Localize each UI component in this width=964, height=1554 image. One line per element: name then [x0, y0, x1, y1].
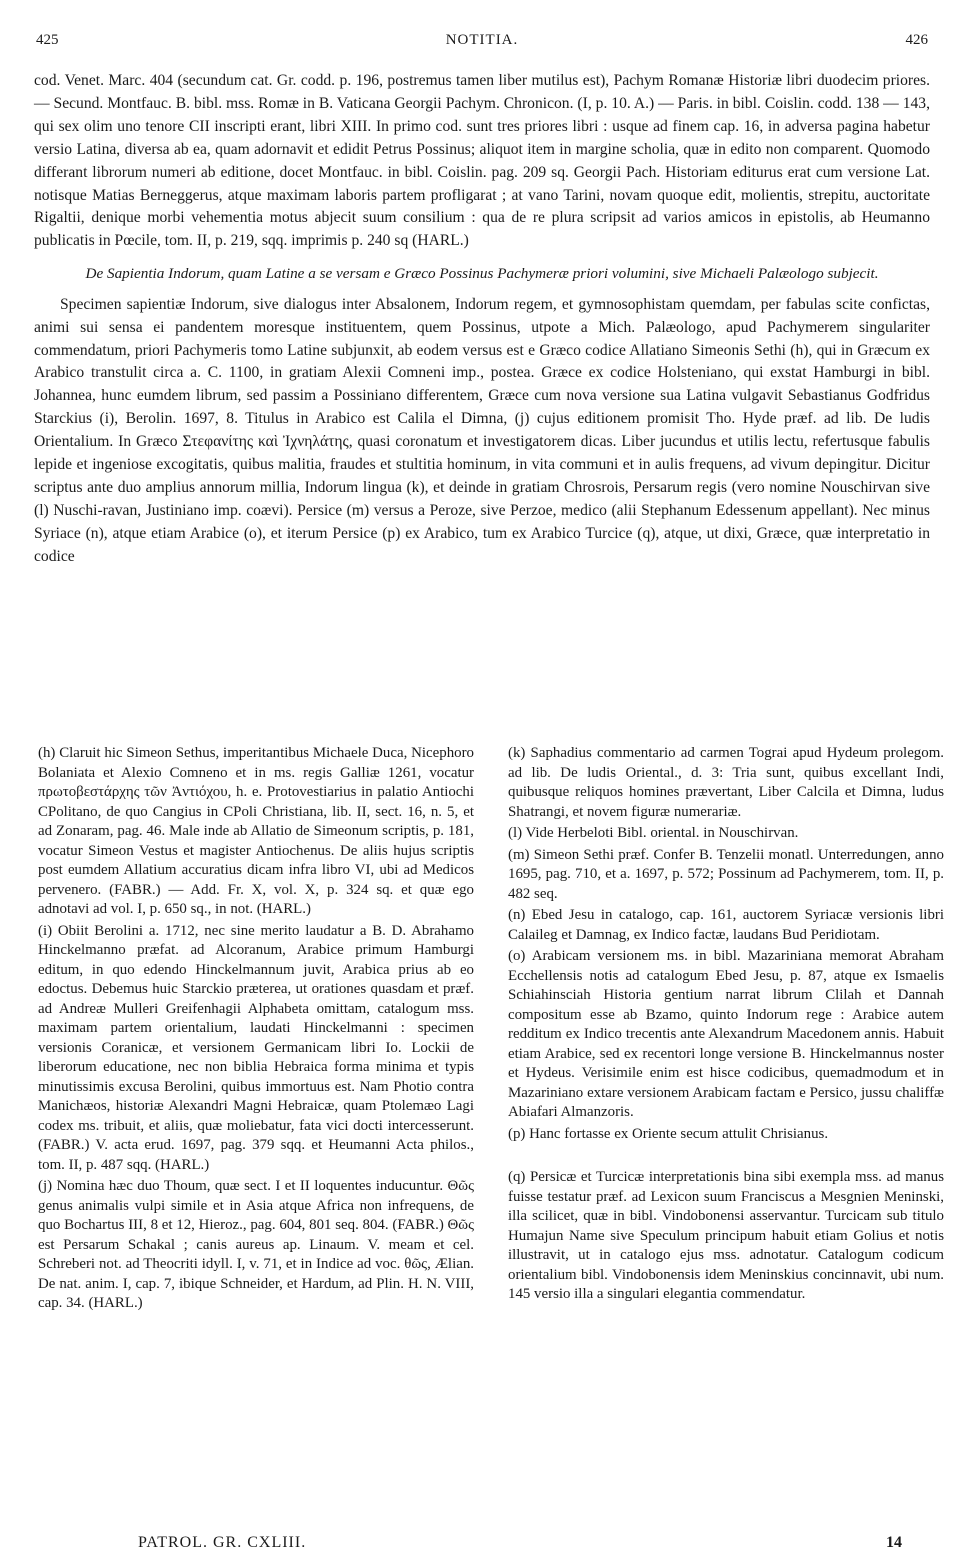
footnotes-left-column: [38, 744, 474, 1314]
sheet-number: 14: [886, 1534, 902, 1551]
footnote-h: (h) Claruit hic Simeon Sethus, imperitantibus Michaele Duca, Nicephoro Bolaniata et Alexio Comneno et in ms. regis Galliæ 1261, vocatur πρωτοβεστάρχης τῶν Ἀντιόχου, h. e. Protovestiarius in palatio Antiochi CPolitano, de quo Cangius in CPoli Christiana, lib. II, sect. 16, n. 5, et ad Zonaram, pag. 46. Male inde ab Allatio de Simeonum scriptis, p. 181, vocatur Simeon Vestus et magister Antiochenus. De aliis hujus scriptis post eumdem Allatium accuratius dicam infra libro VI, ubi ad Medicos pervenero. (FABR.) — Add. Fr. X, vol. X, p. 324 sq. et quæ ego adnotavi ad vol. I, p. 650 sq., in not. (HARL.): [38, 745, 474, 917]
footnote-o: (o) Arabicam versionem ms. in bibl. Mazariniana memorat Abraham Ecchellensis notis ad catalogum Ebed Jesu, p. 87, atque ex Ismaelis Schiahinsciah Historia gentium narrat librum Clilah et Dannah compositum esse ab Bzamo, quinto Indorum rege : Arabice autem redditum ex Indico trecentis ante Alexandrum Macedonem annis. Habuit etiam Arabice, sed ex recentori longe versione B. Hinckelmannus noster et Hydeus. Verisimile enim est hisce codicibus, quemadmodum et in Mazariniano extare versionem Arabicam factam e Persico, jussu chaliffæ Abiafari Almanzoris.: [508, 948, 944, 1120]
footnote-i: (i) Obiit Berolini a. 1712, nec sine merito laudatur a B. D. Abrahamo Hinckelmanno præfat. ad Alcoranum, Arabice primum Hamburgi editum, in quo edendo Hinckelmannum juvit, Arabica prius ab eo edoctus. Debemus huic Starckio præterea, ut orationes quasdam et præf. ad Andreæ Mulleri Greifenhagii Alphabeta omittam, catalogum mss. maximam partem orientalium, laudati Hinckelmanni : specimen versionis Coranicæ, et versionem Germanicam libri Io. Lockii de liberorum educatione, nec non biblia Hebraica forma minima et typis minutissimis excusa Berolini, quibus immortuus est. Nam Photio contra Manichæos, historiæ Alexandri Magni Hebraicæ, quam Ptolemæo Lagi codex ms. tribuit, et aliis, quæ moliebatur, fata vici docti intercesserunt. (FABR.) V. acta erud. 1697, pag. 379 sqq. et Heumanni Acta philos., tom. II, p. 487 sqq. (HARL.): [38, 922, 474, 1173]
footnote-l: (l) Vide Herbeloti Bibl. oriental. in Nouschirvan.: [508, 825, 799, 841]
footnote-q: (q) Persicæ et Turcicæ interpretationis bina sibi exempla mss. ad manus fuisse testatur præf. ad Lexicon suum Franciscus a Mesgnien Meninski, illa scilicet, quæ in bibl. Vindobonensi asservantur. Turcicam sub titulo Humajun Name sive Speculum principum habuit etiam Golius et notis illustravit, ut in catalogo ejus mss. adnotatur. Catalogum codicum orientalium bibl. Vindobonensis idem Meninskius concinnavit, ubi num. 145 versio illa a singulari elegantia commendatur.: [508, 1169, 944, 1302]
intro-paragraph: cod. Venet. Marc. 404 (secundum cat. Gr. codd. p. 196, postremus tamen liber mutilus est), Pachym Romanæ Historiæ libri duodecim priores. — Secund. Montfauc. B. bibl. mss. Romæ in B. Vaticana Georgii Pachym. Chronicon. (I, p. 10. A.) — Paris. in bibl. Coislin. codd. 138 — 143, qui sex olim uno tenore CII inscripti erant, libri XIII. In primo cod. sunt tres priores libri : usque ad finem cap. 16, in adversa pagina habetur versio Latina, diversa ab ea, quam adornavit et edidit Petrus Possinus; aliquot item in margine scholia, quæ in edito non comparent. Quomodo differant librorum numeri ab editione, docet Montfauc. in bibl. Coislin. pag. 209 sq. Georgii Pach. Historiam editurus erat cum versione Lat. notisque Matias Berneggerus, atque maximam laboris partem profligarat ; at vano Tarini, novam quoque edit, molientis, strepitu, auctoritate Rigaltii, denique morbi vehementia motus abjecit suum consilium : qua de re plura scripsit ad varios amicos in epistolis, ab Heumanno publicatis in Pœcile, tom. II, p. 219, sqq. imprimis p. 240 sq (HARL.): [34, 72, 930, 250]
running-title: NOTITIA.: [445, 32, 519, 48]
footnote-m: (m) Simeon Sethi præf. Confer B. Tenzelii monatl. Unterredungen, anno 1695, pag. 710, et a. 1697, p. 572; Possinum ad Pachymerem, tom. II, p. 482 seq.: [508, 846, 944, 902]
page-number-left: 425: [36, 32, 59, 48]
footnote-n: (n) Ebed Jesu in catalogo, cap. 161, auctorem Syriacæ versionis libri Calaileg et Damnag, ex Indico factæ, laudans Bud Peridiotam.: [508, 907, 944, 943]
body-paragraph: Specimen sapientiæ Indorum, sive dialogus inter Absalonem, Indorum regem, et gymnosophistam quemdam, per fabulas scite confictas, animi sui sensa ei pandentem moresque instituentem, quem Possinus, utpote a Mich. Palæologo, apud Pachymerem singulariter commendatum, priori Pachymeris tomo Latine subjunxit, ab eodem versus est e Græco codice Allatiano Simeonis Sethi (h), qui in Græcum ex Arabico transtulit circa a. C. 1100, in gratiam Alexii Comneni imp., postea. Græce ex codice Holsteniano, qui exstat Hamburgi in bibl. Johannea, hunc eumdem librum, sed passim a Possiniano differentem, Græce cum nova versione sua Latina vulgavit Sebastianus Godfridus Starckius (i), Berolin. 1697, 8. Titulus in Arabico est Calila el Dimna, (j) cujus editionem promisit Tho. Hyde præf. ad lib. De ludis Orientalium. In Græco Στεφανίτης καὶ Ἰχνηλάτης, quasi coronatum et investigatorem dicas. Liber jucundus et utilis lectu, refertusque fabulis lepide et ingeniose excogitatis, quibus malitia, fraudes et stultitia hominum, in vita communi et in aulis frequens, ad vivum depingitur. Dicitur scriptus ante duo amplius annorum millia, Indorum lingua (k), et deinde in gratiam Chrosrois, Persarum regis (vero nomine Nouschirvan sive (l) Nuschi-ravan, Justiniano imp. coævi). Persice (m) versus a Peroze, sive Perzoe, medico (alii Stephanum Edessenum appellant). Nec minus Syriace (n), atque etiam Arabice (o), et iterum Persice (p) ex Arabico, tum ex Arabico Turcice (q), atque, ut dixi, Græce, quæ interpretatio in codice: [34, 295, 930, 565]
series-signature: PATROL. GR. CXLIII.: [138, 1534, 307, 1551]
footnote-p: (p) Hanc fortasse ex Oriente secum attulit Chrisianus.: [508, 1125, 829, 1142]
footnotes-right-column: [508, 744, 944, 1305]
document-page: [34, 30, 944, 1551]
page-footer: [34, 1530, 930, 1554]
section-title: De Sapientia Indorum, quam Latine a se versam e Græco Possinus Pachymeræ priori volumini, sive Michaeli Palæologo subjecit.: [85, 265, 879, 283]
footnotes: [34, 744, 944, 1524]
page-header: [34, 30, 930, 56]
footnote-j: (j) Nomina hæc duo Thoum, quæ sect. I et II loquentes inducuntur. Θῶς genus animalis vulpi simile et in Asia atque Africa non infrequens, de quo Bochartus III, 8 et 12, Hieroz., pag. 604, 801 seq. 804. (FABR.) Θῶς est Persarum Schakal ; canis aureus ap. Linaum. V. meam et cel. Schreberi not. ad Theocriti idyll. I, v. 71, et in Indice ad voc. θῶς, Ælian. De nat. anim. I, cap. 7, ibique Schneider, et Hardum, ad Plin. H. N. VIII, cap. 34. (HARL.): [38, 1178, 474, 1311]
main-text: [34, 70, 930, 569]
footnote-k: (k) Saphadius commentario ad carmen Tograi apud Hydeum prolegom. ad lib. De ludis Oriental., d. 3: Tria sunt, quibus excellant Indi, quibusque reliquos homines prævertant, Liber Calcila et Dimna, ludus Shatrangi, et novem figuræ numerariæ.: [508, 745, 944, 820]
page-number-right: 426: [905, 32, 928, 48]
